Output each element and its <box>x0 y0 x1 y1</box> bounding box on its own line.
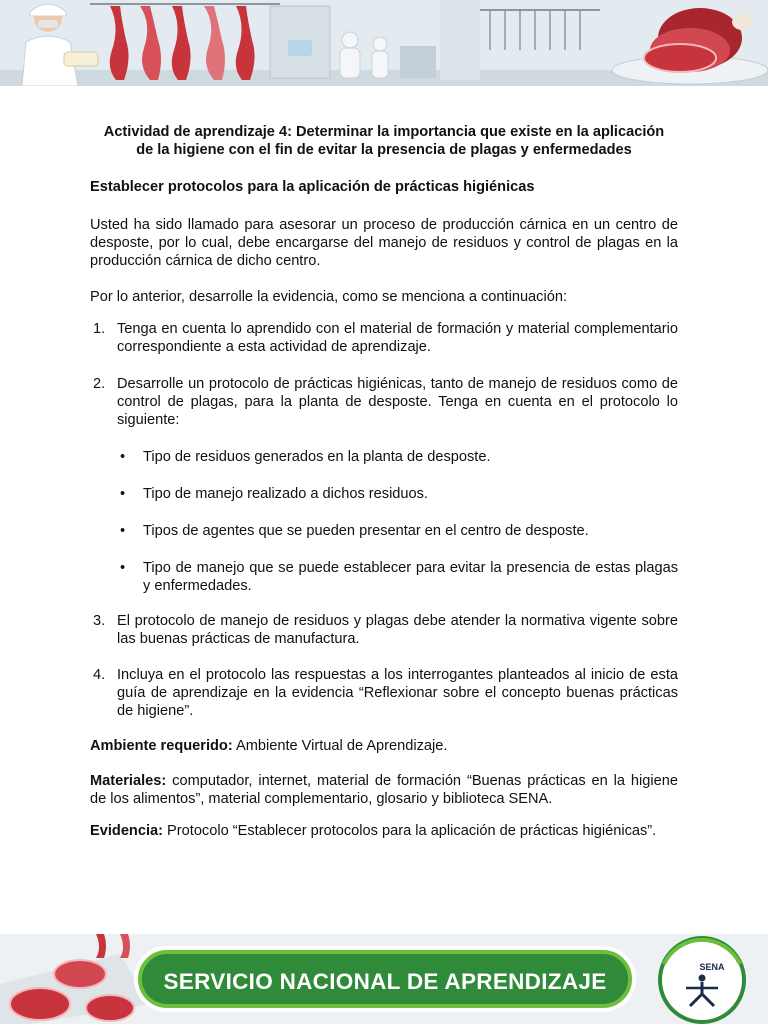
bullet-text: Tipo de manejo que se puede establecer para evitar la presencia de estas plagas y enfermedades. <box>143 560 678 594</box>
ambiente-text: Ambiente Virtual de Aprendizaje. <box>232 738 448 754</box>
header-banner <box>0 0 768 86</box>
step-text: Desarrolle un protocolo de prácticas higiénicas, tanto de manejo de residuos como de control de plagas, para la planta de desposte. Tenga en cuenta en el protocolo lo siguiente: <box>117 376 678 428</box>
sena-logo-icon <box>682 974 722 1008</box>
step-number: 4. <box>93 667 106 683</box>
bullet-icon: • <box>120 560 126 576</box>
list-item <box>90 559 678 595</box>
lead-paragraph: Por lo anterior, desarrolle la evidencia, como se menciona a continuación: <box>90 289 567 305</box>
list-item <box>90 375 678 429</box>
bullet-icon: • <box>120 449 126 465</box>
footer-banner <box>0 934 768 1024</box>
evidencia-paragraph <box>90 822 678 840</box>
bullet-text: Tipo de residuos generados en la planta de desposte. <box>143 449 491 465</box>
bullet-text: Tipos de agentes que se pueden presentar en el centro de desposte. <box>143 523 589 539</box>
title-line-1: Actividad de aprendizaje 4: Determinar la importancia que existe en la aplicación <box>103 124 665 140</box>
evidencia-label: Evidencia: <box>90 823 163 839</box>
materiales-label: Materiales: <box>90 773 167 789</box>
ambiente-paragraph <box>90 737 678 755</box>
bullet-text: Tipo de manejo realizado a dichos residuos. <box>143 486 429 502</box>
step-number: 3. <box>93 613 106 629</box>
list-item <box>90 485 678 503</box>
sena-logo-text: SENA <box>699 962 725 972</box>
list-item <box>90 448 678 466</box>
bullet-icon: • <box>120 486 126 502</box>
step-number: 2. <box>93 376 106 392</box>
document-subtitle: Establecer protocolos para la aplicación de prácticas higiénicas <box>90 179 535 195</box>
steps-list <box>90 320 678 429</box>
document-title <box>90 123 678 159</box>
list-item <box>90 320 678 356</box>
materiales-text: computador, internet, material de formación “Buenas prácticas en la higiene de los alimentos”, material complementario, glosario y biblioteca SENA. <box>90 773 678 807</box>
list-item <box>90 612 678 648</box>
evidencia-text: Protocolo “Establecer protocolos para la aplicación de prácticas higiénicas”. <box>163 823 657 839</box>
list-item <box>90 522 678 540</box>
materiales-paragraph <box>90 772 678 808</box>
bullet-icon: • <box>120 523 126 539</box>
step-text: Incluya en el protocolo las respuestas a los interrogantes planteados al inicio de esta guía de aprendizaje en la evidencia “Reflexionar sobre el concepto buenas prácticas de higiene”. <box>117 667 678 719</box>
title-line-2: de la higiene con el fin de evitar la presencia de plagas y enfermedades <box>136 142 632 158</box>
step-text: Tenga en cuenta lo aprendido con el material de formación y material complementario correspondiente a esta actividad de aprendizaje. <box>117 321 678 355</box>
steps-list-continued <box>90 612 678 720</box>
step-text: El protocolo de manejo de residuos y plagas debe atender la normativa vigente sobre las buenas prácticas de manufactura. <box>117 613 678 647</box>
ambiente-label: Ambiente requerido: <box>90 738 233 754</box>
bullet-list <box>90 448 678 595</box>
meat-plant-illustration <box>0 0 768 86</box>
document-body <box>90 123 678 840</box>
step-number: 1. <box>93 321 106 337</box>
list-item <box>90 666 678 720</box>
intro-paragraph: Usted ha sido llamado para asesorar un proceso de producción cárnica en un centro de desposte, por lo cual, debe encargarse del manejo de residuos y control de plagas en la producción cárnica de dicho centro. <box>90 217 678 269</box>
footer-banner-text: SERVICIO NACIONAL DE APRENDIZAJE <box>163 969 607 994</box>
